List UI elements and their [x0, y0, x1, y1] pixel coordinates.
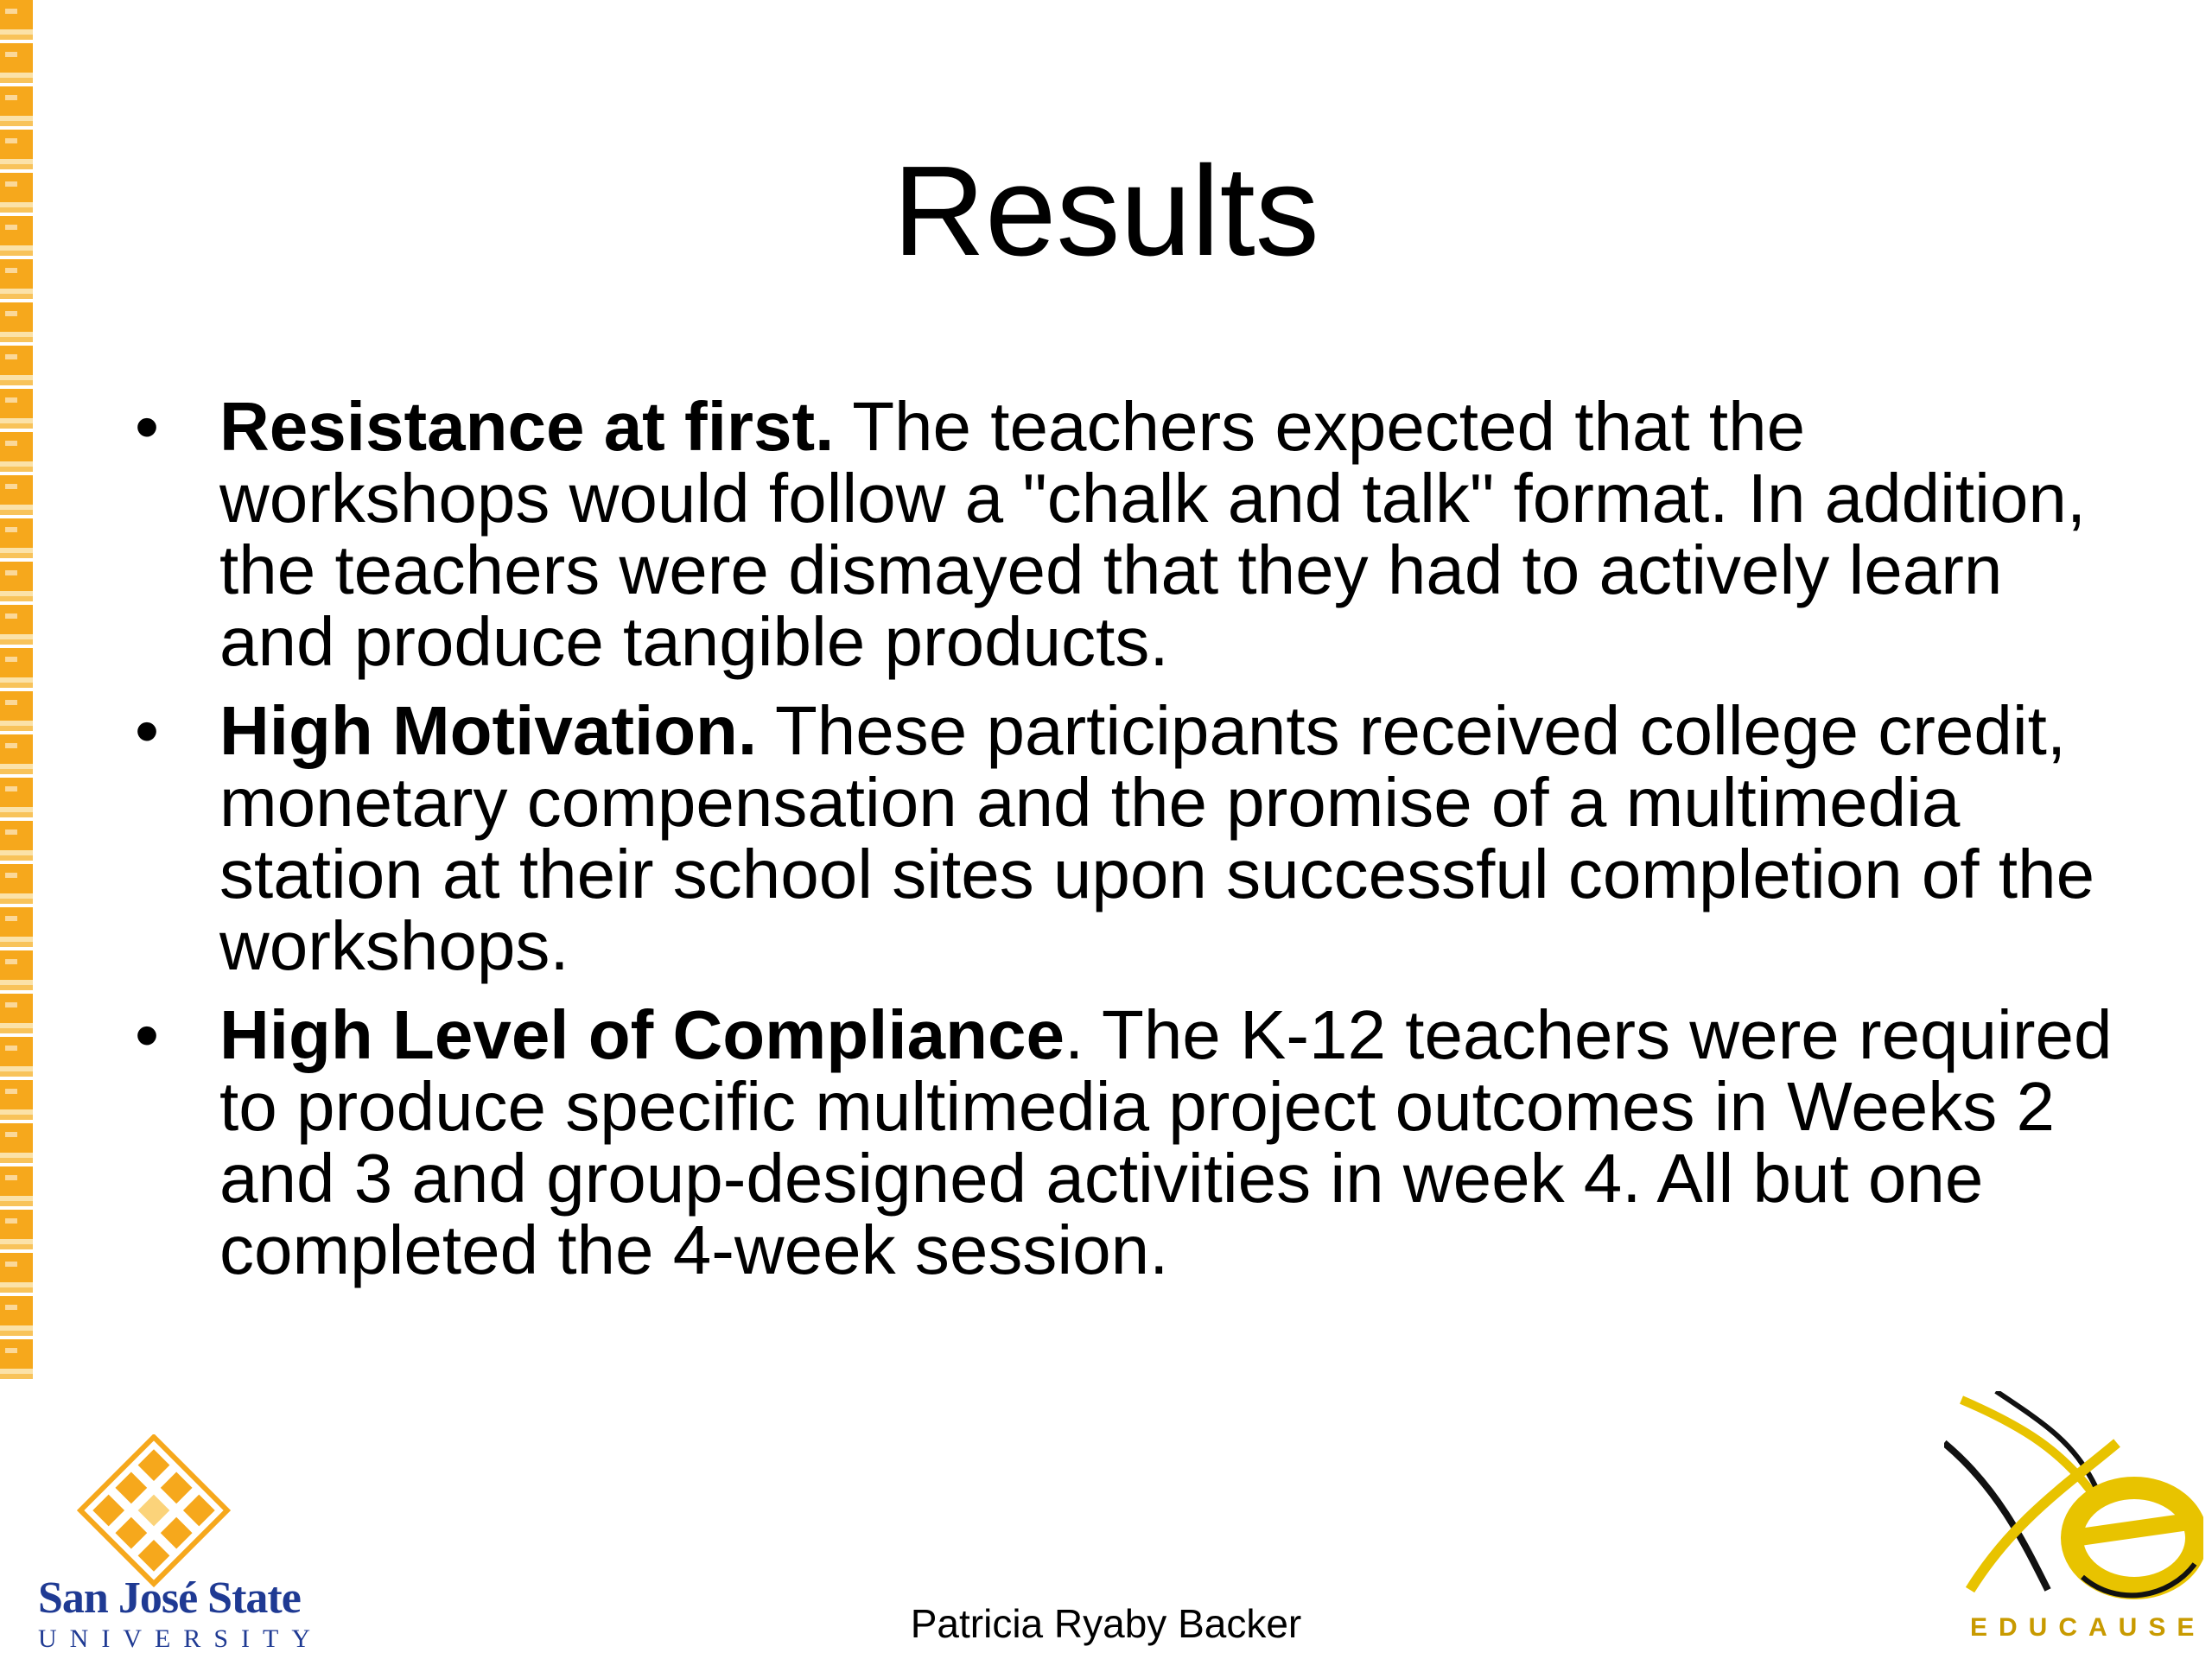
bullet-marker: • [134, 692, 159, 769]
bullet-heading: High Motivation. [219, 692, 758, 769]
slide-footer: Patricia Ryaby Backer [910, 1601, 1302, 1646]
sjsu-logo-subtitle: UNIVERSITY [38, 1624, 323, 1653]
bullet-marker: • [134, 996, 159, 1073]
bullet-heading: Resistance at first. [219, 388, 835, 465]
bullet-body: These participants received college credit, monetary compensation and the promise of a multimedia station at their school sites upon successful completion of the workshops. [219, 692, 2095, 984]
bullet-list [130, 388, 2134, 1303]
bullet-heading: High Level of Compliance [219, 996, 1065, 1073]
slide-title: Results [893, 140, 1319, 283]
educause-logo-word: EDUCAUSE [1970, 1613, 2206, 1642]
bullet-item [130, 388, 2134, 680]
sjsu-logo-name: San José State [38, 1573, 301, 1623]
bullet-item [130, 996, 2134, 1288]
bullet-item [130, 692, 2134, 984]
bullet-body: . The K-12 teachers were required to produce specific multimedia project outcomes in Weeks 2 and 3 and group-designed activities in week 4. All but one completed the 4-week session. [219, 996, 2113, 1288]
bullet-marker: • [134, 388, 159, 465]
educause-logo-icon [1944, 1391, 2203, 1616]
bullet-body: The teachers expected that the workshops would follow a "chalk and talk" format. In addition, the teachers were dismayed that they had to actively learn and produce tangible products. [219, 388, 2087, 680]
